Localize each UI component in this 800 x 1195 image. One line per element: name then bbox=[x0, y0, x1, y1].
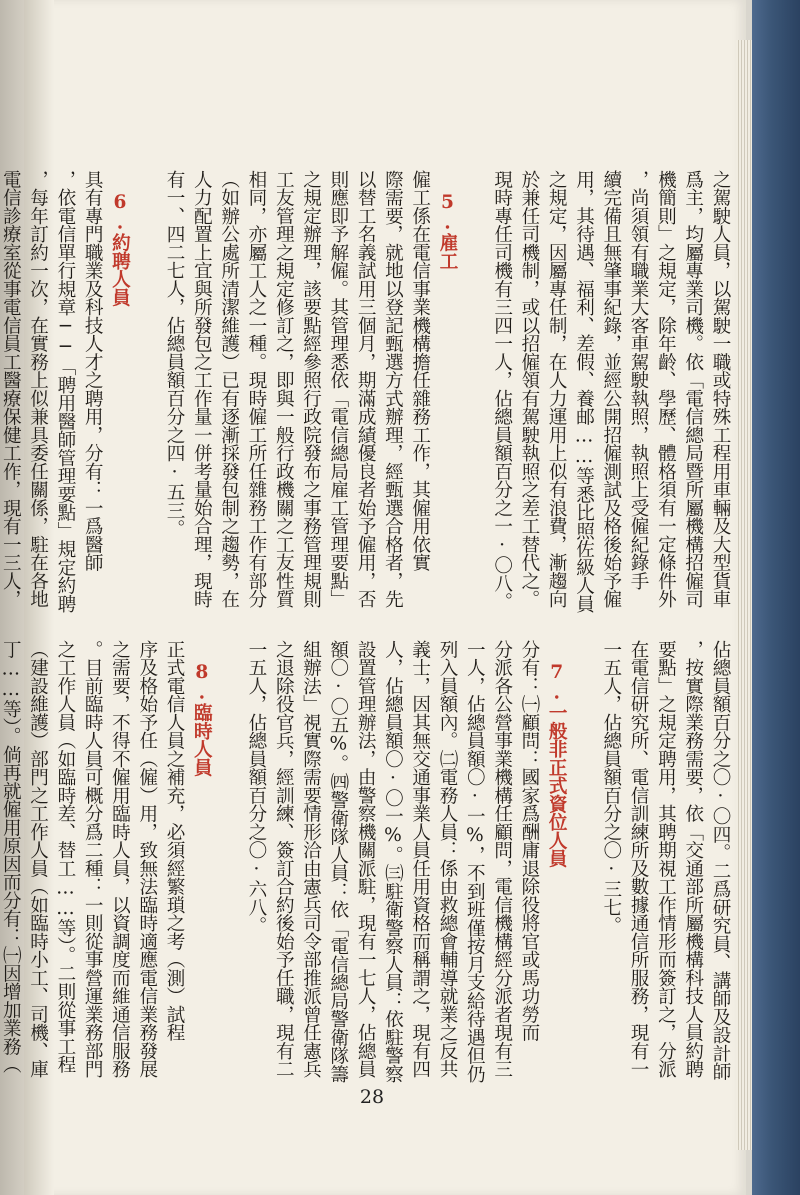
text-column: ，每年訂約一次，在實務上似兼具委任關係，駐在各地 bbox=[27, 170, 49, 608]
text-column: 。目前臨時人員可概分爲二種：一則從事營運業務部門 bbox=[82, 640, 104, 1078]
text-column: 爲主，均屬專業司機。依「電信總局暨所屬機構招僱司 bbox=[682, 170, 704, 608]
section-heading: 8.臨時人員 bbox=[191, 662, 213, 777]
text-column: 用，其待遇、福利、差假、養邮……等悉比照佐級人員 bbox=[573, 170, 595, 613]
text-column: 一五人，佔總員額百分之〇·三七。 bbox=[600, 640, 622, 935]
text-column: 人，佔總員額〇·〇一%。㈢駐衛警察人員：依駐警察 bbox=[382, 640, 404, 1083]
section-heading: 5.雇工 bbox=[437, 192, 459, 270]
text-column: 於兼任司機制，或以招僱領有駕駛執照之差工替代之。 bbox=[518, 170, 540, 608]
text-column: 序及格始予任（僱）用，致無法臨時適應電信業務發展 bbox=[136, 640, 158, 1078]
text-column: 一五人，佔總員額百分之〇·六八。 bbox=[245, 640, 267, 935]
text-column: 人力配置上宜與所發包之工作量一併考量始合理，現時 bbox=[191, 170, 213, 608]
text-column: 佔總員額百分之〇·〇四。二爲研究員、講師及設計師 bbox=[710, 640, 731, 1081]
text-column: 正式電信人員之補充，必須經繁瑣之考（測）試程 bbox=[164, 640, 186, 1042]
book-cover-binding bbox=[752, 0, 800, 1195]
text-column: 要點」之規定聘用，其聘期視工作情形而簽訂之，分派 bbox=[655, 640, 677, 1078]
text-column: 相同，亦屬工人之一種。現時僱工所任雜務工作有部分 bbox=[245, 170, 267, 608]
text-column: 際需要，就地以登記甄選方式辦理，經甄選合格者，先 bbox=[382, 170, 404, 608]
text-column: 義士，因其無交通事業人員任用資格而稱謂之，現有四 bbox=[409, 640, 431, 1078]
text-column: 有一、四二七人，佔總員額百分之四·五三。 bbox=[164, 170, 186, 538]
text-column: 之工作人員（如臨時差、替工……等）。二則從事工程 bbox=[54, 640, 76, 1074]
text-column: 之規定，因屬專任制，在人力運用上似有浪費，漸趨向 bbox=[546, 170, 568, 608]
text-column: 具有專門職業及科技人才之聘用，分有：一爲醫師 bbox=[82, 170, 104, 572]
text-column: 之規定辦理，該要點經參照行政院發布之事務管理規則 bbox=[300, 170, 322, 608]
text-column: ，尚須領有職業大客車駕駛執照，執照上受僱紀錄手 bbox=[628, 170, 650, 590]
text-column: 以替工名義試用三個月，期滿成績優良者始予僱用，否 bbox=[355, 170, 377, 608]
text-column: 之駕駛人員，以駕駛一職或特殊工程用車輛及大型貨車 bbox=[710, 170, 731, 608]
text-column: 組辦法」視實際需要情形洽由憲兵司令部推派曾任憲兵 bbox=[300, 640, 322, 1078]
text-column: （如辦公處所清潔維護）已有逐漸採發包制之趨勢，在 bbox=[218, 170, 240, 608]
text-column: 分有：㈠顧問：國家爲酬庸退除役將官或馬功勞而 bbox=[518, 640, 540, 1042]
text-column: 僱工係在電信事業機構擔任雜務工作，其僱用依實 bbox=[409, 170, 431, 572]
text-column: 列入員額內。㈡電務人員：係由救總會輔導就業之反共 bbox=[437, 640, 459, 1078]
text-column: （建設維護）部門之工作人員（如臨時小工、司機、庫 bbox=[27, 640, 49, 1078]
section-heading: 6.約聘人員 bbox=[109, 192, 131, 307]
text-column: 機簡則」之規定，除年齡、學歷、體格須有一定條件外 bbox=[655, 170, 677, 608]
text-column: 一人，佔總員額〇·一%，不到班僅按月支給待遇但仍 bbox=[464, 640, 486, 1083]
page-number: 28 bbox=[359, 1086, 385, 1108]
text-column: 則應即予解僱。其管理悉依「電信總局雇工管理要點」 bbox=[327, 170, 349, 608]
text-column: 電信診療室從事電信員工醫療保健工作，現有一三人， bbox=[0, 170, 22, 608]
text-column: 分派各公營事業機構任顧問，電信機構經分派者現有三 bbox=[491, 640, 513, 1078]
text-column: ，按實際業務需要，依「交通部所屬機構科技人員約聘 bbox=[682, 640, 704, 1078]
text-column: 額〇·〇五%。㈣警衛隊人員：依「電信總局警衛隊籌 bbox=[327, 640, 349, 1083]
section-heading: 7.一般非正式資位人員 bbox=[546, 662, 568, 868]
text-column: 丁……等）。倘再就僱用原因而分有：㈠因增加業務（ bbox=[0, 640, 22, 1074]
lower-text-block bbox=[0, 640, 734, 1083]
column-spacer bbox=[570, 640, 597, 1083]
column-spacer bbox=[133, 170, 160, 613]
text-column: 續完備且無肇事紀錄，並經公開招僱測試及格後始予僱 bbox=[600, 170, 622, 608]
column-spacer bbox=[461, 170, 488, 613]
text-column: 現時專任司機有三四一人，佔總員額百分之一·〇八。 bbox=[491, 170, 513, 611]
text-column: 工友管理之規定修訂之，即與一般行政機關之工友性質 bbox=[273, 170, 295, 608]
text-column: 在電信研究所、電信訓練所及數據通信所服務，現有一 bbox=[628, 640, 650, 1078]
column-spacer bbox=[215, 640, 242, 1083]
text-column: 之退除役官兵，經訓練、簽訂合約後始予任職，現有二 bbox=[273, 640, 295, 1078]
text-column: ，依電信單行規章──「聘用醫師管理要點」規定約聘 bbox=[54, 170, 76, 613]
text-column: 之需要，不得不僱用臨時人員，以資調度而維通信服務 bbox=[109, 640, 131, 1078]
upper-text-block bbox=[0, 170, 734, 613]
text-column: 設置管理辦法，由警察機關派駐，現有一七人，佔總員 bbox=[355, 640, 377, 1078]
